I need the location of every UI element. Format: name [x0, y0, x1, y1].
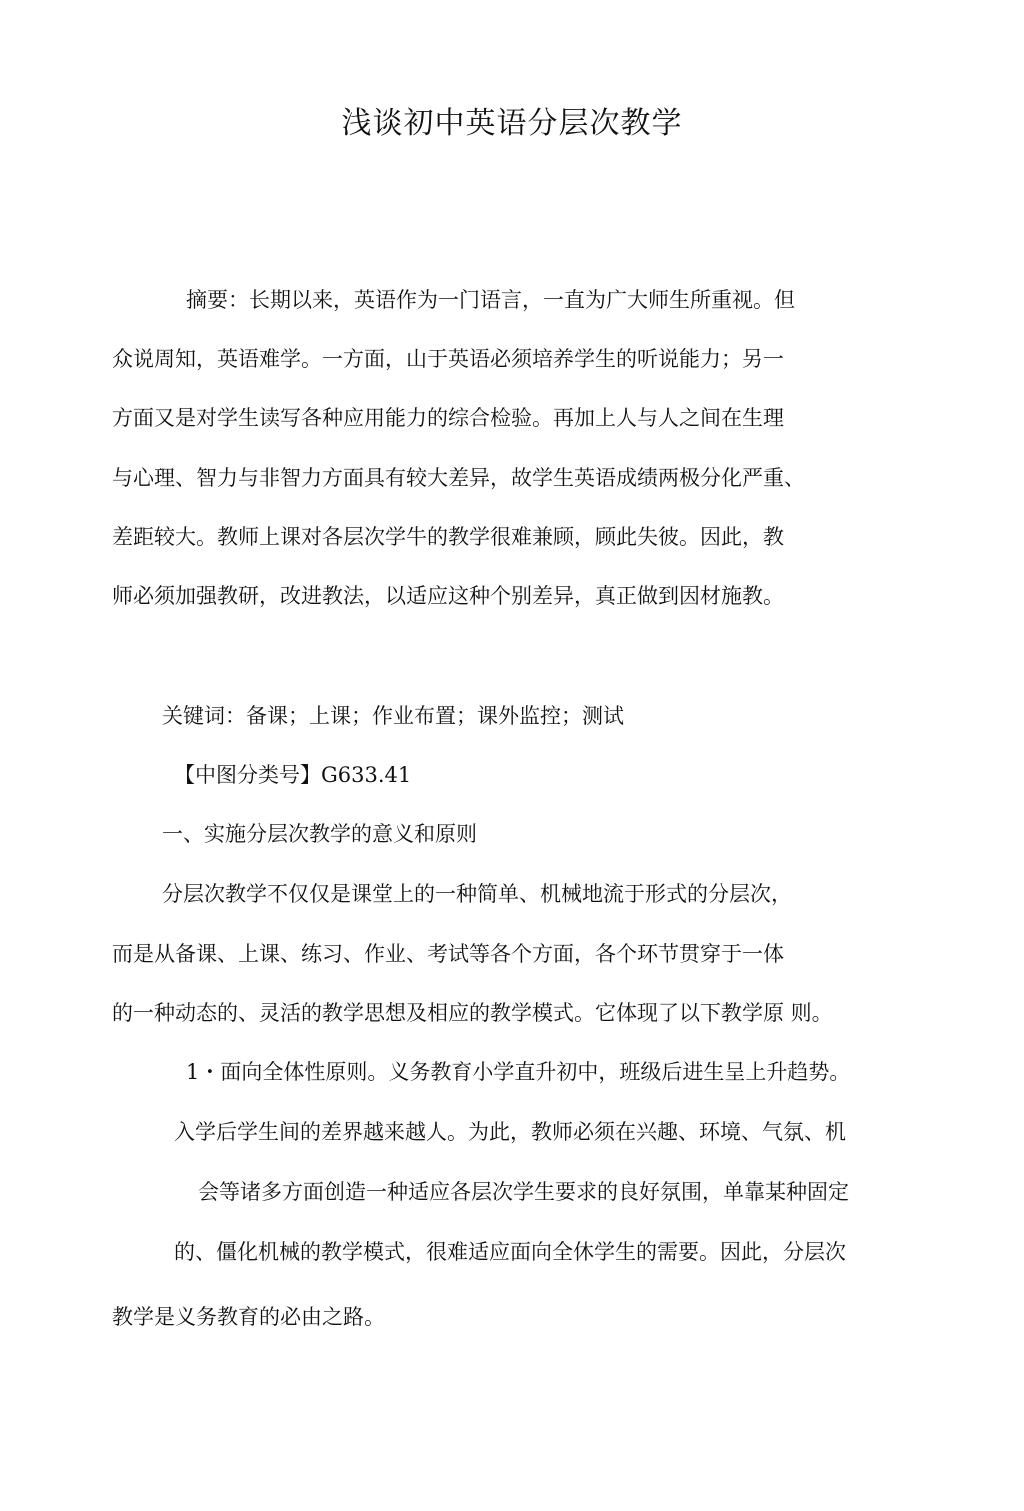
principle-line: 1・面向全体性原则。义务教育小学直升初中，班级后进生呈上升趋势。: [186, 1060, 851, 1084]
abstract-line: 差距较大。教师上课对各层次学牛的教学很难兼顾，顾此失彼。因此，教: [112, 525, 784, 549]
keywords: 关键词：备课；上课；作业布置；课外监控；测试: [162, 704, 624, 728]
principle-line: 的、僵化机械的教学模式，很难适应面向全休学生的需要。因此，分层次: [174, 1240, 846, 1264]
abstract-line: 众说周知，英语难学。一方面，山于英语必须培养学生的听说能力；另一: [112, 347, 784, 371]
abstract-line: 与心理、智力与非智力方面具有较大差异，故学生英语成绩两极分化严重、: [112, 466, 805, 490]
abstract-line: 师必须加强教研，改进教法，以适应这种个别差异，真正做到因材施教。: [112, 584, 784, 608]
document-title: 浅谈初中英语分层次教学: [341, 106, 683, 141]
principle-line: 会等诸多方面创造一种适应各层次学生要求的良好氛围，单靠某种固定: [198, 1180, 849, 1204]
classification-number: 【中图分类号】G633.41: [174, 763, 412, 787]
principle-line: 入学后学生间的差界越来越人。为此，教师必须在兴趣、环境、气氛、机: [174, 1120, 846, 1144]
principle-line: 教学是义务教育的必由之路。: [112, 1305, 385, 1329]
body-line: 分层次教学不仅仅是课堂上的一种简单、机械地流于形式的分层次，: [162, 882, 792, 906]
body-line: 而是从备课、上课、练习、作业、考试等各个方面，各个环节贯穿于一体: [112, 942, 784, 966]
section-heading: 一、实施分层次教学的意义和原则: [162, 822, 477, 846]
abstract-line: 方面又是对学生读写各种应用能力的综合检验。再加上人与人之间在生理: [112, 406, 784, 430]
abstract-line: 摘要：长期以来，英语作为一门语言，一直为广大师生所重视。但: [186, 288, 795, 312]
body-line: 的一种动态的、灵活的教学思想及相应的教学模式。它体现了以下教学原 则。: [112, 1001, 833, 1025]
